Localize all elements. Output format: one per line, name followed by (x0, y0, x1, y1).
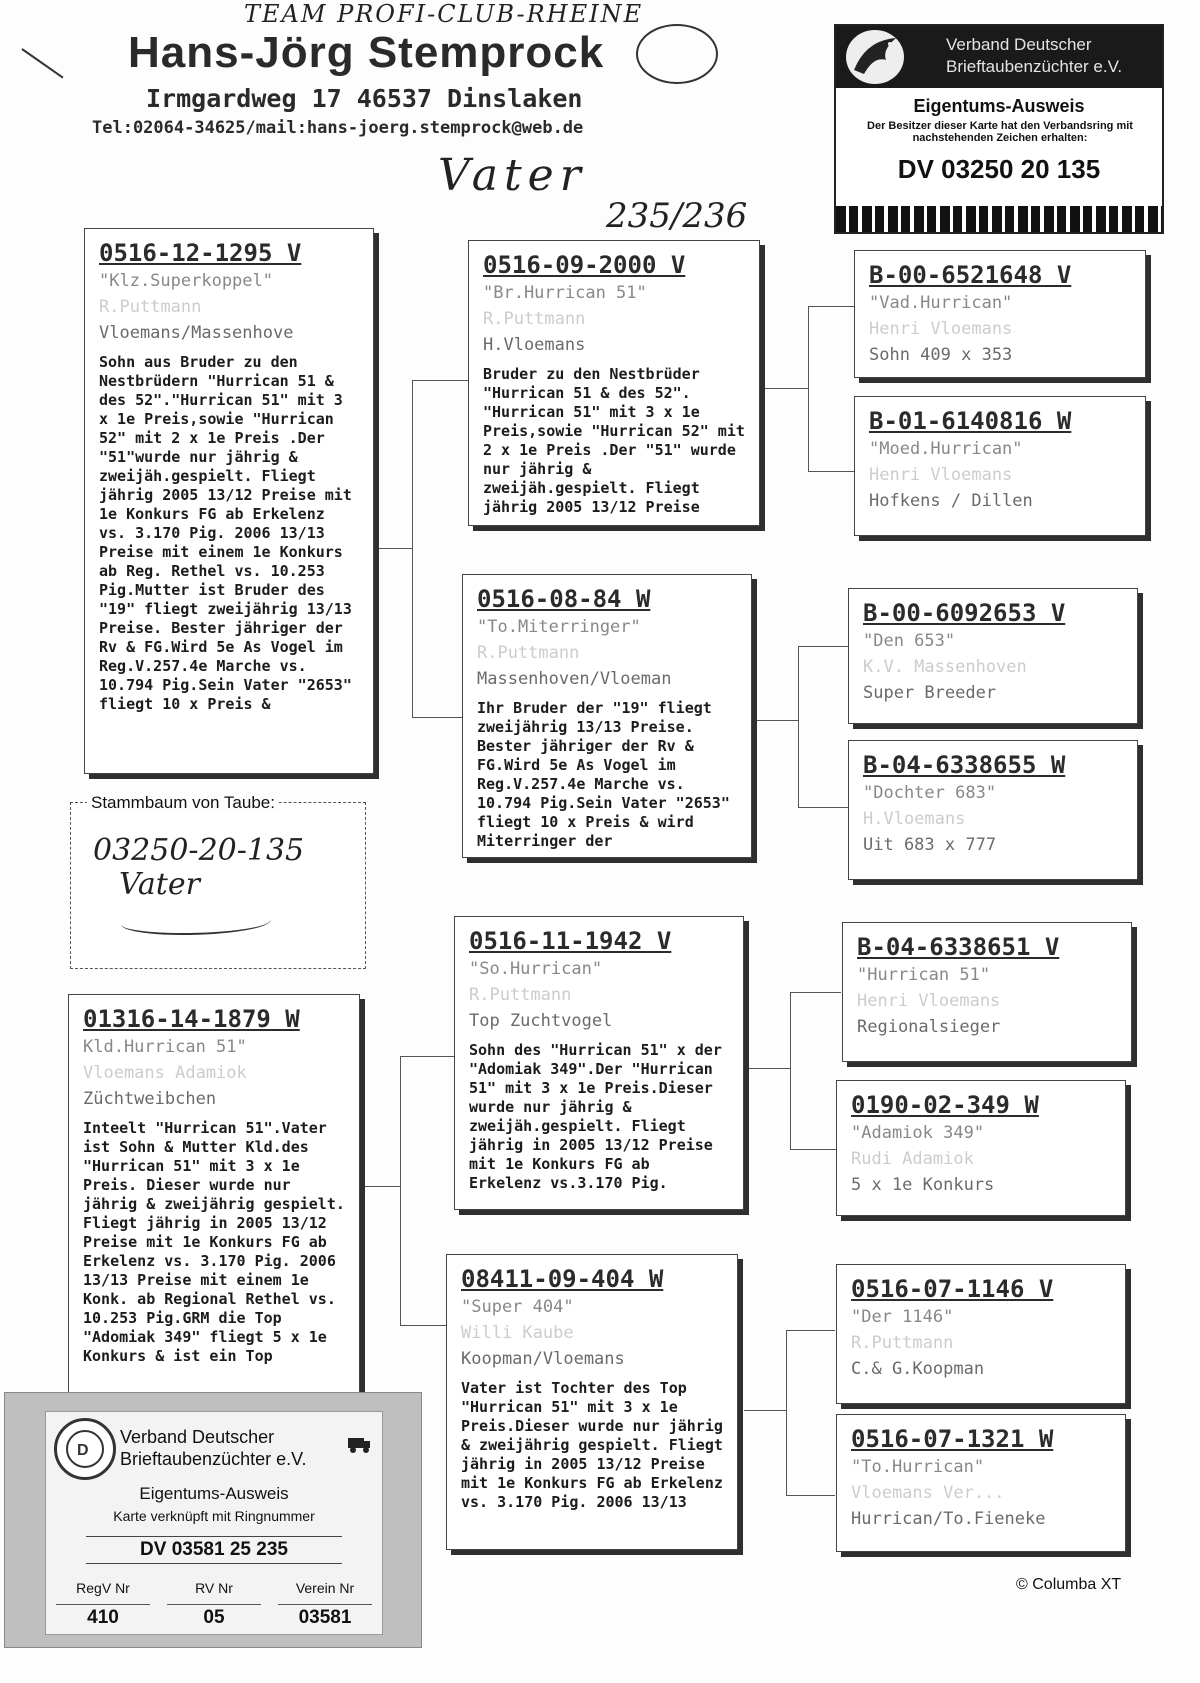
pigeon-breeder: R.Puttmann (851, 1333, 954, 1353)
pedigree-box-father (84, 228, 374, 774)
pedigree-box-mmm (836, 1414, 1126, 1552)
ring-number: B-00-6521648 V (869, 261, 1072, 289)
pedigree-box-ffm (854, 396, 1146, 536)
pigeon-description: Vater ist Tochter des Top "Hurrican 51" mit 3 x 1e Preis.Dieser wurde nur jährig & zweijährig gespielt. Fliegt jährig in 2005 13/12 Preise mit 1e Konkurs FG ab Erkelenz vs. 3.170 Pig. 2006 13/13 (461, 1379, 723, 1511)
pigeon-origin: Regionalsieger (857, 1017, 1001, 1037)
ring-number: 0516-07-1146 V (851, 1275, 1054, 1303)
pigeon-origin: Hurrican/To.Fieneke (851, 1509, 1046, 1529)
pigeon-origin: Top Zuchtvogel (469, 1011, 613, 1031)
connector (412, 380, 469, 718)
card-col-verein (278, 1580, 372, 1629)
pigeon-breeder: Henri Vloemans (857, 991, 1001, 1011)
col-label: RV Nr (195, 1580, 233, 1596)
stammbaum-box (70, 793, 366, 969)
col-value: 05 (167, 1604, 261, 1629)
card-subtitle: Karte verknüpft mit Ringnummer (113, 1508, 315, 1524)
pigeon-name: "So.Hurrican" (469, 959, 603, 979)
owner-address: Irmgardweg 17 46537 Dinslaken (146, 84, 583, 113)
pedigree-box-mff (842, 922, 1132, 1062)
pigeon-breeder: Willi Kaube (461, 1323, 574, 1343)
pigeon-origin: Sohn 409 x 353 (869, 345, 1013, 365)
ring-number: B-00-6092653 V (863, 599, 1066, 627)
ring-number: 0190-02-349 W (851, 1091, 1039, 1119)
card-banner (836, 26, 1162, 88)
pigeon-name: "Adamiok 349" (851, 1123, 985, 1143)
card-title: Eigentums-Ausweis (139, 1484, 289, 1503)
pigeon-breeder: R.Puttmann (477, 643, 580, 663)
card-text: Der Besitzer dieser Karte hat den Verbandsring mit nachstehenden Zeichen erhalten: (867, 120, 1133, 144)
ring-number: 0516-08-84 W (477, 585, 651, 613)
col-value: 410 (56, 1604, 150, 1629)
pigeon-breeder: Henri Vloemans (869, 465, 1013, 485)
ring-number: B-04-6338655 W (863, 751, 1066, 779)
ring-number: B-01-6140816 W (869, 407, 1072, 435)
pigeon-breeder: H.Vloemans (863, 809, 966, 829)
signature-mark (121, 909, 271, 935)
pedigree-box-mm (446, 1254, 738, 1550)
ring-number: B-04-6338651 V (857, 933, 1060, 961)
pigeon-origin: C.& G.Koopman (851, 1359, 985, 1379)
pigeon-breeder: K.V. Massenhoven (863, 657, 1027, 677)
truck-icon (346, 1434, 372, 1454)
pigeon-name: "Super 404" (461, 1297, 574, 1317)
ring-number: 0516-09-2000 V (483, 251, 686, 279)
col-value: 03581 (278, 1604, 372, 1629)
pigeon-name: "Der 1146" (851, 1307, 954, 1327)
pigeon-description: Sohn aus Bruder zu den Nestbrüdern "Hurrican 51 & des 52"."Hurrican 51" mit 3 x 1e Preis,sowie "Hurrican 52" mit 2 x 1e Preis .Der "51"wurde nur jährig & zweijäh.gespielt. Fliegt jährig 2005 13/12 Preise mit 1e Konkurs FG ab Erkelenz vs. 3.170 Pig. 2006 13/13 Preise mit einem 1e Konkurs ab Reg. Rethel vs. 10.253 Pig.Mutter ist Bruder des "19" fliegt zweijährig 13/13 Preise. Bester jähriger der Rv & FG.Wird 5e As Vogel im Reg.V.257.4e Marche vs. 10.794 Pig.Sein Vater "2653" fliegt 10 x Preis & (99, 353, 352, 713)
pigeon-name: "Dochter 683" (863, 783, 997, 803)
owner-name: Hans-Jörg Stemprock (128, 28, 605, 77)
connector (744, 1068, 790, 1069)
owner-contact: Tel:02064-34625/mail:hans-joerg.stemprock@web.de (92, 118, 584, 138)
pigeon-breeder: Henri Vloemans (869, 319, 1013, 339)
stammbaum-vater-handwriting: Vater (119, 867, 200, 902)
pigeon-breeder: Vloemans Adamiok (83, 1063, 247, 1083)
col-label: RegV Nr (76, 1580, 130, 1596)
pigeon-name: "To.Hurrican" (851, 1457, 985, 1477)
pigeon-origin: Koopman/Vloemans (461, 1349, 625, 1369)
pigeon-name: "Br.Hurrican 51" (483, 283, 647, 303)
pigeon-description: Inteelt "Hurrican 51".Vater ist Sohn & Mutter Kld.des "Hurrican 51" mit 3 x 1e Preis. Dieser wurde nur jährig & zweijährig gespielt. Fliegt jährig in 2005 13/12 Preise mit 1e Konkurs FG ab Erkelenz vs. 3.170 Pig. 2006 13/13 Preise mit einem 1e Konk. ab Regional Rethel vs. 10.253 Pig.GRM die Top "Adomiak 349" fliegt 5 x 1e Konkurs & ist ein Top (83, 1119, 345, 1365)
card-org-line2: Brieftaubenzüchter e.V. (946, 57, 1123, 76)
pedigree-box-mf (454, 916, 744, 1210)
card-org-line2: Brieftaubenzüchter e.V. (120, 1449, 307, 1469)
initials-mark (636, 24, 718, 84)
ring-number: 0516-11-1942 V (469, 927, 672, 955)
card-inner (45, 1411, 383, 1635)
ownership-card-top (834, 24, 1164, 234)
team-handwriting: TEAM PROFI-CLUB-RHEINE (244, 0, 644, 28)
pedigree-box-mfm (836, 1080, 1126, 1216)
ring-number: 01316-14-1879 W (83, 1005, 300, 1033)
pigeon-origin: Uit 683 x 777 (863, 835, 997, 855)
pigeon-name: "Den 653" (863, 631, 956, 651)
ring-number: 0516-12-1295 V (99, 239, 302, 267)
pigeon-name: Kld.Hurrican 51" (83, 1037, 247, 1057)
connector (786, 1330, 835, 1496)
connector (760, 388, 808, 389)
card-col-regv (56, 1580, 150, 1629)
pigeon-origin: Massenhoven/Vloeman (477, 669, 672, 689)
pigeon-name: "Hurrican 51" (857, 965, 991, 985)
card-title: Eigentums-Ausweis (913, 96, 1085, 116)
card-ring-number: DV 03250 20 135 (897, 154, 1101, 184)
pigeon-breeder: R.Puttmann (99, 297, 202, 317)
pedigree-box-fmf (848, 588, 1138, 724)
svg-text:D: D (77, 1442, 89, 1459)
pigeon-description: Sohn des "Hurrican 51" x der "Adomiak 349".Der "Hurrican 51" mit 3 x 1e Preis.Dieser wurde nur jährig & zweijäh.gespielt. Fliegt jährig in 2005 13/12 Preise mit 1e Konkurs FG ab Erkelenz vs.3.170 Pig. (469, 1041, 722, 1192)
copyright: © Columba XT (1016, 1576, 1122, 1593)
col-label: Verein Nr (295, 1580, 355, 1596)
ring-number: 08411-09-404 W (461, 1265, 664, 1293)
card-col-rv (167, 1580, 261, 1629)
pedigree-box-fff (854, 250, 1146, 378)
stammbaum-label: Stammbaum von Taube: (87, 793, 279, 813)
connector (790, 992, 841, 1150)
pigeon-origin: Vloemans/Massenhove (99, 323, 294, 343)
pedigree-box-mother (68, 994, 360, 1394)
connector (752, 720, 798, 721)
pedigree-box-ff (468, 240, 760, 526)
pigeon-description: Ihr Bruder der "19" fliegt zweijährig 13/13 Preise. Bester jähriger der Rv & FG.Wird 5e As Vogel im Reg.V.257.4e Marche vs. 10.794 Pig.Sein Vater "2653" fliegt 10 x Preis & wird Miterringer der (477, 699, 730, 850)
stroke-mark (21, 48, 63, 78)
pigeon-name: "Vad.Hurrican" (869, 293, 1013, 313)
pigeon-breeder: Vloemans Ver... (851, 1483, 1005, 1503)
stammbaum-ring-handwriting: 03250-20-135 (93, 833, 305, 868)
pigeon-breeder: R.Puttmann (469, 985, 572, 1005)
vater-numbers-handwriting: 235/236 (606, 196, 748, 236)
pigeon-name: "Moed.Hurrican" (869, 439, 1023, 459)
connector (744, 1410, 786, 1411)
pedigree-box-fm (462, 574, 752, 858)
card-pattern (836, 206, 1162, 232)
card-ring-number: DV 03581 25 235 (86, 1536, 342, 1564)
pigeon-name: "To.Miterringer" (477, 617, 641, 637)
connector (798, 646, 849, 808)
pigeon-origin: Hofkens / Dillen (869, 491, 1033, 511)
pigeon-description: Bruder zu den Nestbrüder "Hurrican 51 & des 52". "Hurrican 51" mit 3 x 1e Preis,sowie "Hurrican 52" mit 2 x 1e Preis .Der "51" wurde nur jährig & zweijäh.gespielt. Fliegt jährig 2005 13/12 Preise (483, 365, 745, 516)
pigeon-name: "Klz.Superkoppel" (99, 271, 273, 291)
connector (374, 548, 412, 549)
pigeon-origin: Züchtweibchen (83, 1089, 217, 1109)
verband-logo-icon (54, 1418, 116, 1480)
card-org-line1: Verband Deutscher (120, 1427, 275, 1447)
connector (808, 306, 855, 472)
pigeon-breeder: R.Puttmann (483, 309, 586, 329)
pigeon-breeder: Rudi Adamiok (851, 1149, 974, 1169)
vater-handwriting: Vater (438, 150, 587, 201)
pedigree-box-mmf (836, 1264, 1126, 1404)
connector (360, 1186, 400, 1187)
pigeon-logo-icon (846, 30, 904, 84)
card-org-line1: Verband Deutscher (946, 35, 1092, 54)
ring-number: 0516-07-1321 W (851, 1425, 1054, 1453)
pedigree-box-fmm (848, 740, 1138, 880)
pigeon-origin: 5 x 1e Konkurs (851, 1175, 995, 1195)
ownership-card-bottom (4, 1392, 422, 1648)
pigeon-origin: H.Vloemans (483, 335, 586, 355)
pigeon-origin: Super Breeder (863, 683, 997, 703)
